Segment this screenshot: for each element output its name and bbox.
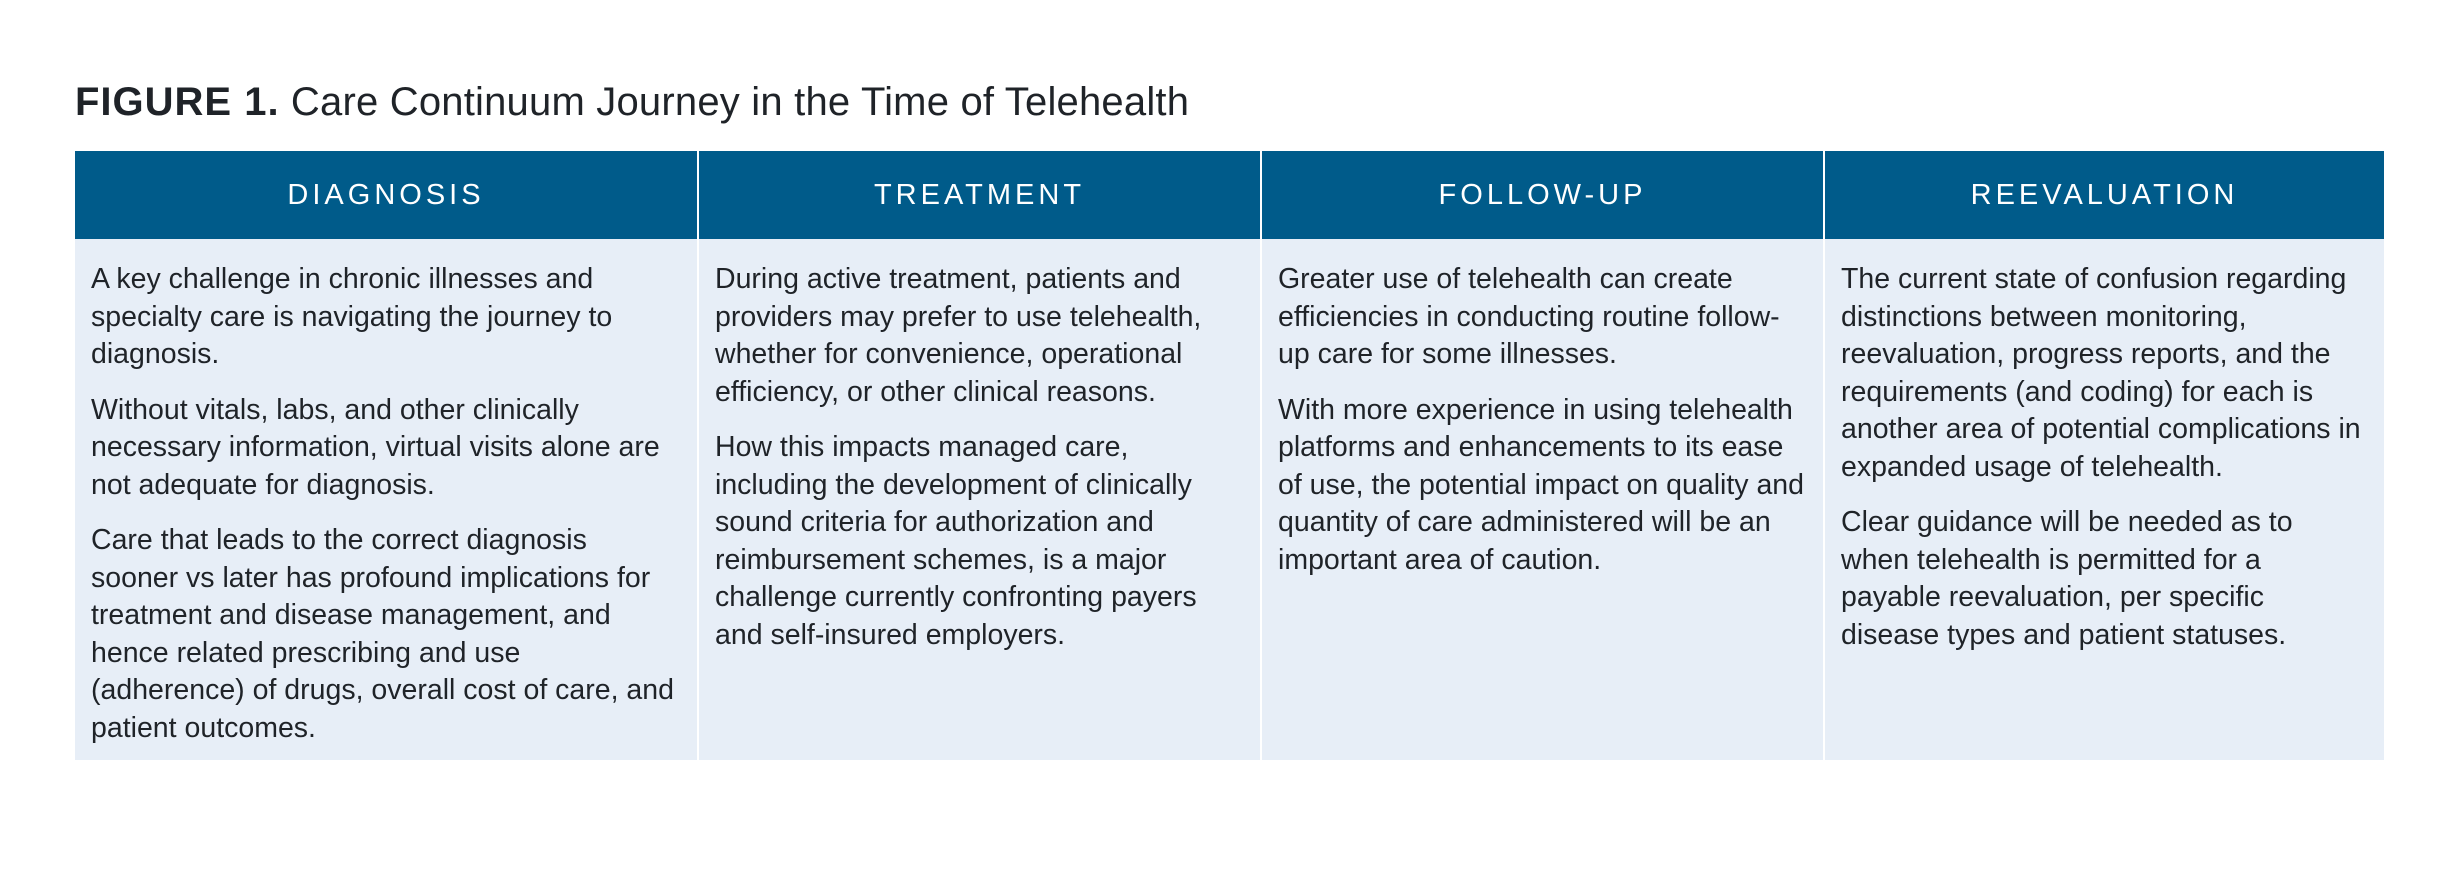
paragraph: How this impacts managed care, including the development of clinically sound criteria for authorization and reimbursement schemes, is a major challenge currently confronting payers and self-insured employers. [715,431,1197,651]
column-body-treatment [697,239,1260,760]
paragraph: During active treatment, patients and providers may prefer to use telehealth, whether for convenience, operational efficiency, or other clinical reasons. [715,263,1202,408]
paragraph: Clear guidance will be needed as to when telehealth is permitted for a payable reevaluation, per specific disease types and patient statuses. [1841,506,2293,651]
figure-label: FIGURE 1. [75,80,280,124]
paragraph: Without vitals, labs, and other clinically necessary information, virtual visits alone are not adequate for diagnosis. [91,393,660,501]
paragraph: Greater use of telehealth can create efficiencies in conducting routine follow-up care for some illnesses. [1278,263,1780,370]
figure-title [75,78,1189,126]
column-body-diagnosis [75,239,697,760]
paragraph: A key challenge in chronic illnesses and specialty care is navigating the journey to diagnosis. [91,263,613,370]
column-body-follow-up [1260,239,1823,760]
figure-caption: Care Continuum Journey in the Time of Telehealth [290,80,1190,124]
column-heading-treatment: TREATMENT [697,151,1260,239]
column-heading-follow-up: FOLLOW-UP [1260,151,1823,239]
paragraph: The current state of confusion regarding distinctions between monitoring, reevaluation, progress reports, and the requirements (and coding) for each is another area of potential complications in expanded usage of telehealth. [1841,263,2361,483]
column-heading-diagnosis: DIAGNOSIS [75,151,697,239]
paragraph: With more experience in using telehealth platforms and enhancements to its ease of use, the potential impact on quality and quantity of care administered will be an important area of caution. [1278,393,1805,576]
column-heading-reevaluation: REEVALUATION [1823,151,2384,239]
paragraph: Care that leads to the correct diagnosis sooner vs later has profound implications for treatment and disease management, and hence related prescribing and use (adherence) of drugs, overall cost of care, and patient outcomes. [91,524,674,744]
column-body-reevaluation [1823,239,2384,760]
care-continuum-table [75,151,2384,760]
